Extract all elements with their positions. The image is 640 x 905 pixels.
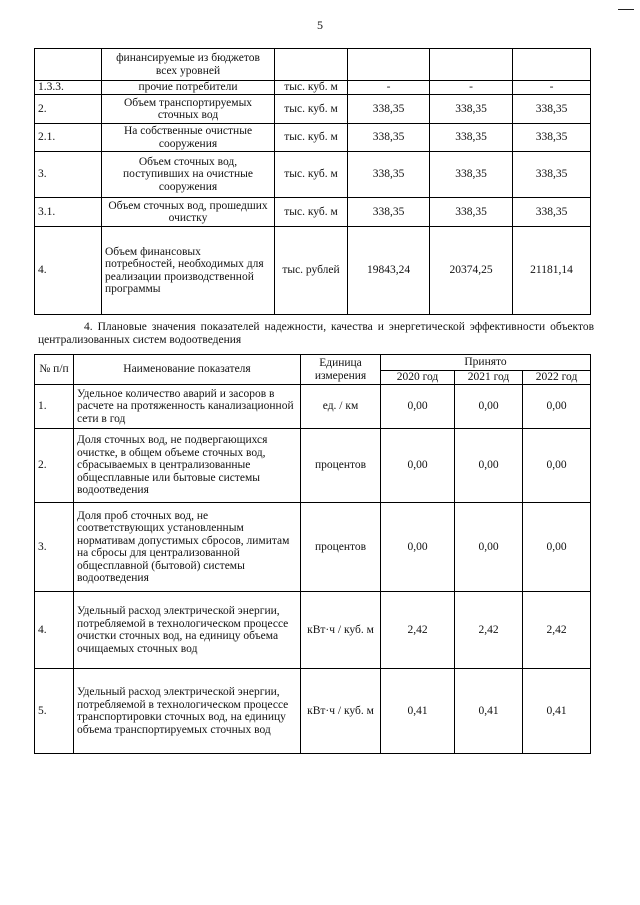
value-2022: 0,41	[523, 669, 591, 754]
table-row	[35, 669, 591, 754]
table-row	[35, 198, 591, 227]
row-name: Доля сточных вод, не подвергающихся очистке, в общем объеме сточных вод, сбрасываемых в централизованные общесплавные или бытовые системы водоотведения	[74, 429, 301, 503]
value-2021: 0,41	[455, 669, 523, 754]
value-2020: 0,00	[381, 429, 455, 503]
row-name: Объем сточных вод, поступивших на очистные сооружения	[102, 152, 275, 198]
table-row	[35, 49, 591, 81]
row-number: 2.1.	[35, 124, 102, 152]
table-row	[35, 503, 591, 592]
value-2020: -	[348, 81, 430, 95]
row-number: 3.	[35, 152, 102, 198]
row-name: На собственные очистные сооружения	[102, 124, 275, 152]
header-2020: 2020 год	[381, 371, 455, 385]
value-2020: 338,35	[348, 152, 430, 198]
value-2020	[348, 49, 430, 81]
value-2022: 338,35	[513, 152, 591, 198]
row-number: 2.	[35, 429, 74, 503]
row-unit: тыс. куб. м	[275, 198, 348, 227]
value-2022: 0,00	[523, 385, 591, 429]
value-2021: 0,00	[455, 503, 523, 592]
value-2020: 338,35	[348, 95, 430, 124]
value-2021: 338,35	[430, 95, 513, 124]
value-2022: 0,00	[523, 503, 591, 592]
row-unit: кВт·ч / куб. м	[301, 669, 381, 754]
row-number: 2.	[35, 95, 102, 124]
production-volume-table	[34, 48, 591, 315]
table-row	[35, 124, 591, 152]
header-unit: Единица измерения	[301, 355, 381, 385]
row-unit: процентов	[301, 429, 381, 503]
value-2021: -	[430, 81, 513, 95]
table-row	[35, 385, 591, 429]
value-2021: 20374,25	[430, 227, 513, 315]
row-unit: тыс. куб. м	[275, 152, 348, 198]
value-2020: 0,00	[381, 503, 455, 592]
row-unit: тыс. куб. м	[275, 81, 348, 95]
header-number: № п/п	[35, 355, 74, 385]
row-name: Объем финансовых потребностей, необходимых для реализации производственной программы	[102, 227, 275, 315]
table-row	[35, 227, 591, 315]
value-2021: 338,35	[430, 152, 513, 198]
row-name: прочие потребители	[102, 81, 275, 95]
row-number: 4.	[35, 227, 102, 315]
row-number: 3.1.	[35, 198, 102, 227]
row-name: Доля проб сточных вод, не соответствующих установленным нормативам допустимых сбросов, лимитам на сбросы для централизованной общесплавной (бытовой) системы водоотведения	[74, 503, 301, 592]
row-number: 4.	[35, 592, 74, 669]
header-2021: 2021 год	[455, 371, 523, 385]
value-2022: 2,42	[523, 592, 591, 669]
row-unit	[275, 49, 348, 81]
value-2020: 2,42	[381, 592, 455, 669]
value-2021: 0,00	[455, 429, 523, 503]
row-name: Удельное количество аварий и засоров в расчете на протяженность канализационной сети в год	[74, 385, 301, 429]
section-heading	[38, 321, 594, 347]
row-name: финансируемые из бюджетов всех уровней	[102, 49, 275, 81]
value-2022: 0,00	[523, 429, 591, 503]
header-name: Наименование показателя	[74, 355, 301, 385]
row-unit: процентов	[301, 503, 381, 592]
row-name: Объем транспортируемых сточных вод	[102, 95, 275, 124]
row-unit: ед. / км	[301, 385, 381, 429]
value-2021	[430, 49, 513, 81]
row-unit: кВт·ч / куб. м	[301, 592, 381, 669]
row-unit: тыс. куб. м	[275, 95, 348, 124]
value-2022: 338,35	[513, 124, 591, 152]
row-number	[35, 49, 102, 81]
value-2020: 0,41	[381, 669, 455, 754]
row-name: Удельный расход электрической энергии, потребляемой в технологическом процессе очистки сточных вод, на единицу объема очищаемых сточных вод	[74, 592, 301, 669]
indicators-table	[34, 354, 591, 754]
row-name: Объем сточных вод, прошедших очистку	[102, 198, 275, 227]
value-2022: 338,35	[513, 198, 591, 227]
value-2021: 338,35	[430, 124, 513, 152]
value-2020: 338,35	[348, 198, 430, 227]
row-number: 5.	[35, 669, 74, 754]
value-2020: 19843,24	[348, 227, 430, 315]
table-row	[35, 95, 591, 124]
value-2022	[513, 49, 591, 81]
value-2020: 0,00	[381, 385, 455, 429]
row-number: 1.3.3.	[35, 81, 102, 95]
row-number: 1.	[35, 385, 74, 429]
value-2020: 338,35	[348, 124, 430, 152]
row-name: Удельный расход электрической энергии, потребляемой в технологическом процессе транспортировки сточных вод, на единицу объема транспортируемых сточных вод	[74, 669, 301, 754]
row-unit: тыс. куб. м	[275, 124, 348, 152]
section-heading-text: 4. Плановые значения показателей надежности, качества и энергетической эффективности объектов централизованных систем водоотведения	[38, 321, 594, 346]
header-accepted: Принято	[381, 355, 591, 371]
table-row	[35, 592, 591, 669]
table-header-row	[35, 355, 591, 371]
value-2022: 338,35	[513, 95, 591, 124]
page-number: 5	[317, 18, 323, 32]
header-2022: 2022 год	[523, 371, 591, 385]
value-2021: 338,35	[430, 198, 513, 227]
value-2022: -	[513, 81, 591, 95]
table-row	[35, 81, 591, 95]
value-2021: 0,00	[455, 385, 523, 429]
row-number: 3.	[35, 503, 74, 592]
table-row	[35, 152, 591, 198]
value-2021: 2,42	[455, 592, 523, 669]
corner-mark	[618, 9, 634, 10]
row-unit: тыс. рублей	[275, 227, 348, 315]
table-row	[35, 429, 591, 503]
value-2022: 21181,14	[513, 227, 591, 315]
